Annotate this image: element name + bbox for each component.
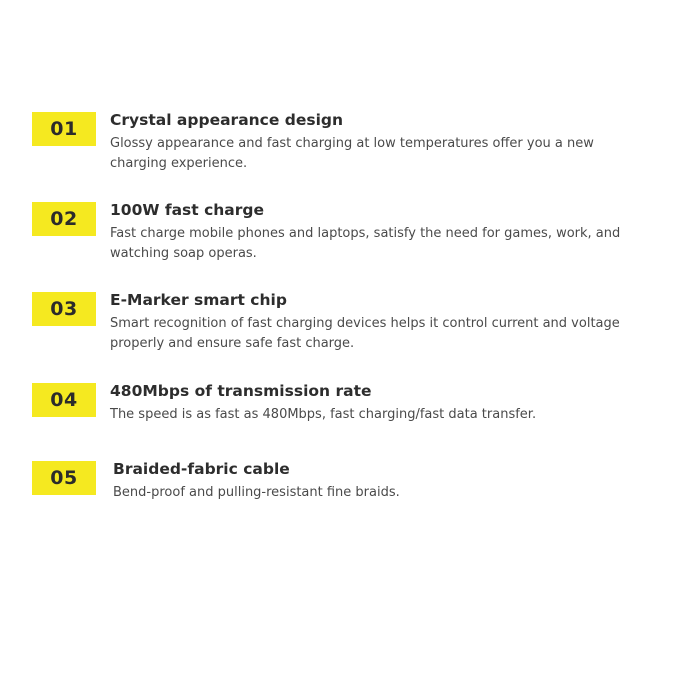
list-item — [32, 459, 660, 503]
feature-list — [32, 110, 660, 503]
list-item — [32, 110, 660, 174]
feature-title: E-Marker smart chip — [110, 291, 287, 310]
feature-title: Braided-fabric cable — [113, 459, 290, 478]
feature-number-badge: 01 — [32, 112, 96, 146]
feature-description: Fast charge mobile phones and laptops, satisfy the need for games, work, and watching soap operas. — [110, 226, 621, 262]
feature-description: Smart recognition of fast charging devices helps it control current and voltage properly and ensure safe fast charge. — [110, 316, 620, 352]
feature-text-block — [110, 290, 640, 354]
list-item — [32, 381, 660, 425]
feature-number-badge: 02 — [32, 202, 96, 236]
feature-text-block — [110, 200, 640, 264]
feature-title: 100W fast charge — [110, 201, 265, 220]
feature-text-block — [110, 381, 536, 425]
list-item — [32, 200, 660, 264]
feature-title: Crystal appearance design — [110, 111, 344, 129]
feature-text-block — [110, 110, 640, 174]
feature-description: The speed is as fast as 480Mbps, fast charging/fast data transfer. — [110, 406, 537, 422]
feature-number-badge: 05 — [32, 461, 96, 495]
feature-text-block — [113, 459, 400, 503]
feature-number-badge: 03 — [32, 292, 96, 326]
feature-description: Bend-proof and pulling-resistant fine braids. — [113, 484, 400, 500]
feature-description: Glossy appearance and fast charging at low temperatures offer you a new charging experience. — [110, 135, 594, 172]
list-item — [32, 290, 660, 354]
feature-title: 480Mbps of transmission rate — [110, 381, 372, 400]
feature-number-badge: 04 — [32, 383, 96, 417]
